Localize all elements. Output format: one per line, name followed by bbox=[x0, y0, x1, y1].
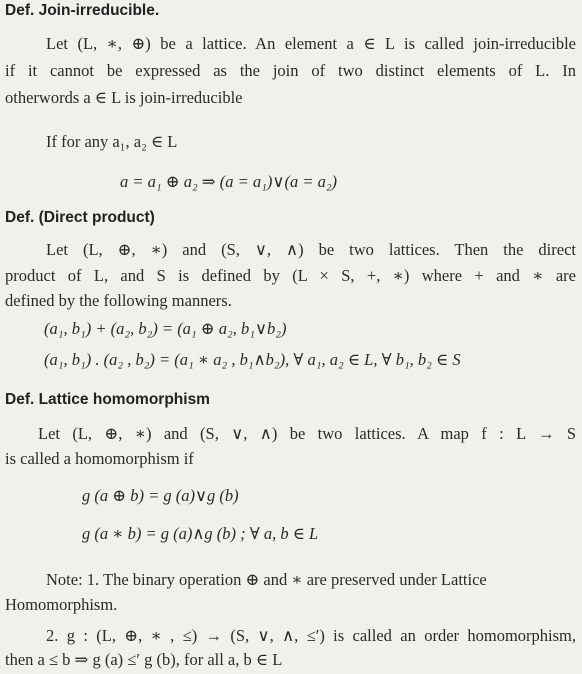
paragraph-line: product of L, and S is defined by (L × S, +, ∗) where + and ∗ are bbox=[5, 266, 576, 285]
equation: g (a ⊕ b) = g (a)∨g (b) bbox=[82, 486, 239, 505]
heading-lattice-homomorphism: Def. Lattice homomorphism bbox=[5, 391, 210, 408]
note-line: Note: 1. The binary operation ⊕ and ∗ are preserved under Lattice bbox=[46, 570, 487, 589]
paragraph-line: Let (L, ⊕, ∗) and (S, ∨, ∧) be two lattices. Then the direct bbox=[46, 240, 576, 259]
note-line: 2. g : (L, ⊕, ∗ , ≤) → (S, ∨, ∧, ≤′) is called an order homomorphism, bbox=[46, 626, 576, 645]
equation: (a₁, b₁) + (a₂, b₂) = (a₁ ⊕ a₂, b₁∨b₂) bbox=[44, 319, 287, 338]
equation: g (a ∗ b) = g (a)∧g (b) ; ∀ a, b ∈ L bbox=[82, 524, 319, 543]
note-line: Homomorphism. bbox=[5, 595, 118, 614]
paragraph-line: if it cannot be expressed as the join of two distinct elements of L. In bbox=[5, 61, 576, 80]
paragraph-line: If for any a₁, a₂ ∈ L bbox=[46, 132, 178, 151]
paragraph-line: otherwords a ∈ L is join-irreducible bbox=[5, 88, 243, 107]
equation: (a₁, b₁) . (a₂ , b₂) = (a₁ ∗ a₂ , b₁∧b₂), ∀ a₁, a₂ ∈ L, ∀ b₁, b₂ ∈ S bbox=[44, 350, 461, 369]
heading-direct-product: Def. (Direct product) bbox=[5, 209, 155, 226]
equation: a = a₁ ⊕ a₂ ⇒ (a = a₁)∨(a = a₂) bbox=[120, 172, 338, 191]
paragraph-line: Let (L, ⊕, ∗) and (S, ∨, ∧) be two lattices. A map f : L → S bbox=[38, 424, 576, 443]
paragraph-line: Let (L, ∗, ⊕) be a lattice. An element a ∈ L is called join-irreducible bbox=[46, 34, 576, 53]
paragraph-line: is called a homomorphism if bbox=[5, 449, 194, 468]
paragraph-line: defined by the following manners. bbox=[5, 291, 232, 310]
note-line: then a ≤ b ⇒ g (a) ≤′ g (b), for all a, b ∈ L bbox=[5, 650, 283, 669]
heading-join-irreducible: Def. Join-irreducible. bbox=[5, 2, 160, 19]
